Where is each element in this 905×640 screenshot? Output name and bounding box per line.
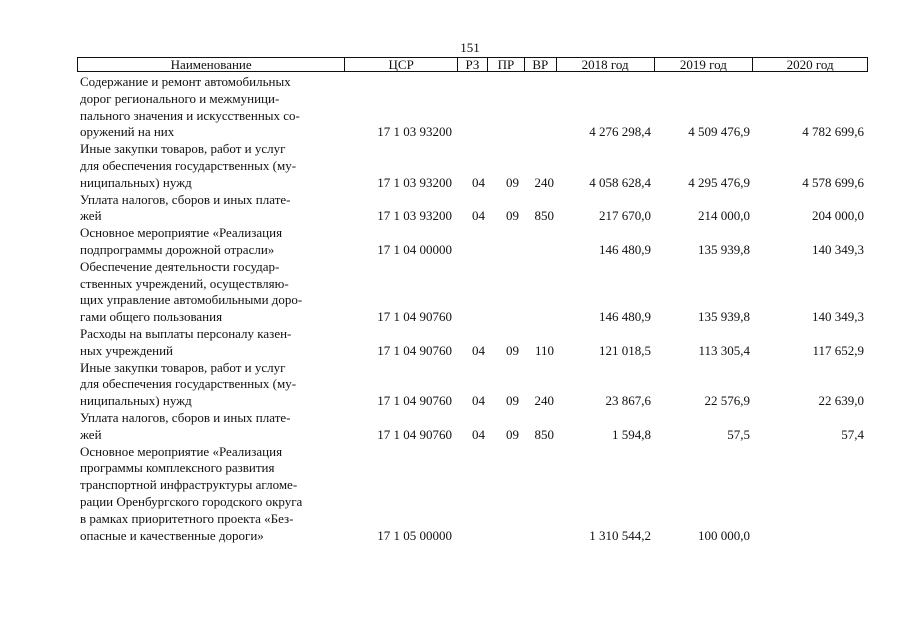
header-csr: ЦСР (345, 58, 458, 71)
row-csr: 17 1 03 93200 (377, 208, 452, 224)
row-rz: 04 (472, 426, 485, 442)
row-2020: 57,4 (841, 426, 864, 442)
header-2019: 2019 год (655, 58, 754, 71)
row-rz: 04 (472, 393, 485, 409)
row-name: Иные закупки товаров, работ и услуг для обеспечения государственных (му- ниципальных) нужд (80, 359, 297, 409)
header-pr: ПР (488, 58, 525, 71)
row-name: Иные закупки товаров, работ и услуг для обеспечения государственных (му- ниципальных) нужд (80, 141, 297, 190)
header-2018: 2018 год (557, 58, 655, 71)
header-rz: РЗ (458, 58, 488, 71)
row-2018: 1 310 544,2 (589, 527, 651, 543)
row-2018: 217 670,0 (599, 208, 651, 224)
row-2018: 121 018,5 (599, 342, 651, 358)
page-number: 151 (460, 40, 480, 55)
row-2019: 214 000,0 (698, 208, 750, 224)
row-vr: 850 (534, 208, 554, 224)
row-2018: 146 480,9 (599, 309, 651, 325)
row-csr: 17 1 04 00000 (377, 241, 452, 257)
row-2019: 113 305,4 (698, 342, 750, 358)
table-row (77, 360, 868, 410)
row-pr: 09 (506, 393, 519, 409)
row-rz: 04 (472, 342, 485, 358)
row-pr: 09 (506, 208, 519, 224)
row-rz: 04 (472, 174, 485, 190)
row-2020: 22 639,0 (818, 393, 864, 409)
row-2019: 4 295 476,9 (688, 174, 750, 190)
row-rz: 04 (472, 208, 485, 224)
row-csr: 17 1 04 90760 (377, 426, 452, 442)
table-row (77, 74, 868, 141)
row-name: Уплата налогов, сборов и иных плате- жей (80, 409, 291, 442)
table-header (77, 57, 868, 72)
row-vr: 240 (534, 393, 554, 409)
row-2020: 204 000,0 (812, 208, 864, 224)
row-csr: 17 1 04 90760 (377, 393, 452, 409)
header-name: Наименование (78, 58, 345, 71)
table-row (77, 259, 868, 326)
row-pr: 09 (506, 174, 519, 190)
row-pr: 09 (506, 342, 519, 358)
row-2019: 135 939,8 (698, 309, 750, 325)
row-2020: 140 349,3 (812, 309, 864, 325)
row-csr: 17 1 05 00000 (377, 527, 452, 543)
table-row (77, 326, 868, 360)
row-2019: 100 000,0 (698, 527, 750, 543)
table-body (77, 74, 868, 544)
table-row (77, 444, 868, 545)
row-2018: 4 058 628,4 (589, 174, 651, 190)
row-name: Обеспечение деятельности государ- ственных учреждений, осуществляю- щих управление автомобильными доро- гами общего пользования (80, 258, 303, 325)
row-2018: 23 867,6 (605, 393, 651, 409)
header-2020: 2020 год (786, 58, 834, 71)
row-2018: 146 480,9 (599, 241, 651, 257)
row-name: Расходы на выплаты персоналу казен- ных учреждений (80, 325, 292, 358)
row-vr: 240 (534, 174, 554, 190)
row-2019: 4 509 476,9 (688, 124, 750, 140)
row-name: Основное мероприятие «Реализация программы комплексного развития транспортной инфраструктуры агломе- рации Оренбургского городского округа в рамках приоритетного проекта «Без- опасные и качественные дороги» (80, 443, 303, 543)
row-2019: 135 939,8 (698, 241, 750, 257)
row-2020: 4 782 699,6 (802, 124, 864, 140)
row-csr: 17 1 04 90760 (377, 342, 452, 358)
row-2020: 140 349,3 (812, 241, 864, 257)
row-name: Основное мероприятие «Реализация подпрограммы дорожной отрасли» (80, 225, 283, 257)
row-2020: 117 652,9 (812, 342, 864, 358)
row-vr: 850 (534, 426, 554, 442)
table-row (77, 225, 868, 259)
header-vr: ВР (525, 58, 557, 71)
row-2020: 4 578 699,6 (802, 174, 864, 190)
row-2018: 4 276 298,4 (589, 124, 651, 140)
row-2018: 1 594,8 (612, 426, 651, 442)
row-2019: 57,5 (727, 426, 750, 442)
row-csr: 17 1 03 93200 (377, 174, 452, 190)
row-name: Уплата налогов, сборов и иных плате- жей (80, 191, 291, 224)
table-row (77, 141, 868, 191)
table-row (77, 192, 868, 226)
row-name: Содержание и ремонт автомобильных дорог регионального и межмуници- пального значения и искусственных со- оружений на них (80, 74, 300, 140)
table-row (77, 410, 868, 444)
row-csr: 17 1 04 90760 (377, 309, 452, 325)
row-2019: 22 576,9 (704, 393, 750, 409)
row-csr: 17 1 03 93200 (377, 124, 452, 140)
row-pr: 09 (506, 426, 519, 442)
row-vr: 110 (534, 342, 554, 358)
